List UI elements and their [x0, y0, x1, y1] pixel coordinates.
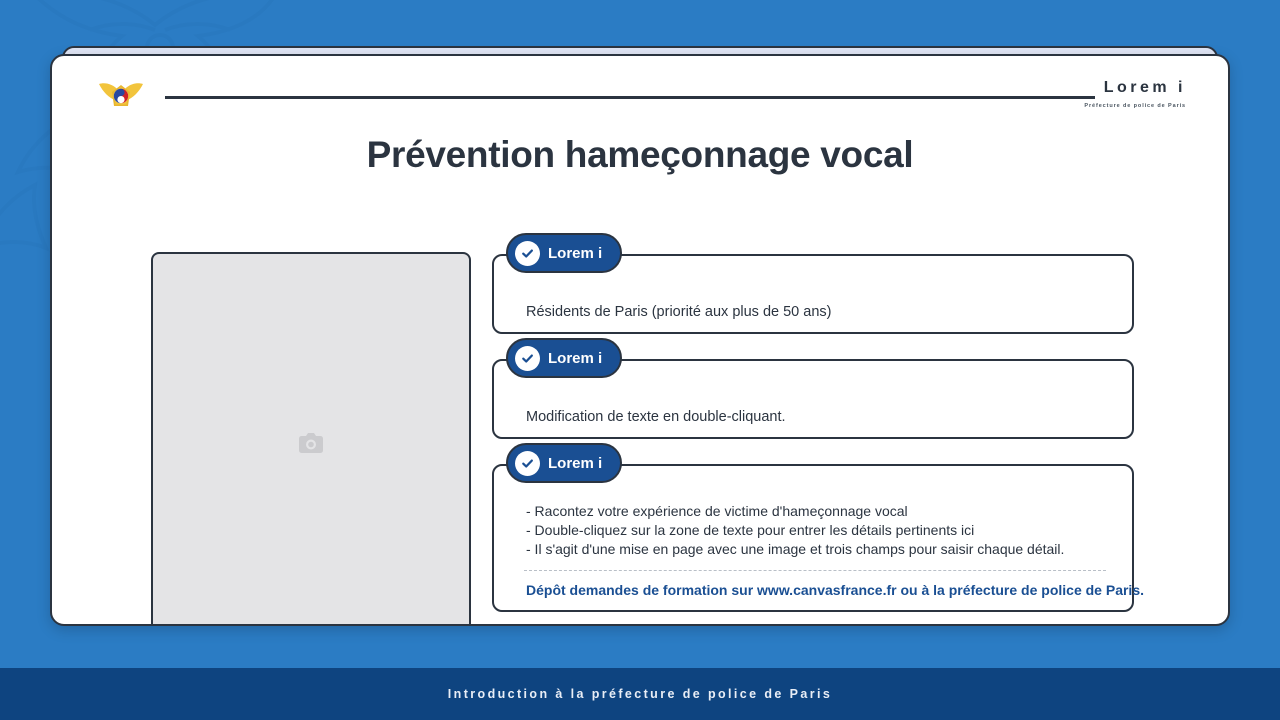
card-2-text: Modification de texte en double-cliquant.	[526, 409, 786, 425]
card-3-link-text[interactable]: Dépôt demandes de formation sur www.canvasfrance.fr ou à la préfecture de police de Paris.	[526, 582, 1144, 598]
photo-placeholder-icon	[298, 431, 324, 455]
card-3-bullet-list	[526, 502, 1108, 559]
header-brand-subtitle: Préfecture de police de Paris	[1084, 103, 1186, 109]
page-title: Prévention hameçonnage vocal	[366, 134, 914, 175]
footer-bar	[0, 668, 1280, 720]
card-3-line-2: - Double-cliquez sur la zone de texte pour entrer les détails pertinents ici	[526, 522, 975, 538]
card-3-line-3: - Il s'agit d'une mise en page avec une image et trois champs pour saisir chaque détail.	[526, 541, 1065, 557]
winged-taeguk-emblem-logo-icon	[97, 76, 145, 116]
card-1-badge[interactable]	[506, 233, 622, 273]
card-2-badge[interactable]	[506, 338, 622, 378]
card-3-badge[interactable]	[506, 443, 622, 483]
image-placeholder[interactable]	[151, 252, 471, 626]
slide-body	[52, 198, 1228, 626]
card-3-dashed-divider	[524, 570, 1106, 571]
check-circle-icon	[515, 241, 540, 266]
card-1-text: Résidents de Paris (priorité aux plus de 50 ans)	[526, 304, 832, 320]
check-circle-icon	[515, 451, 540, 476]
slide-card	[50, 54, 1230, 626]
info-card-2[interactable]	[492, 349, 1134, 439]
card-3-line-1: - Racontez votre expérience de victime d'hameçonnage vocal	[526, 503, 908, 519]
info-card-3[interactable]	[492, 454, 1144, 612]
header-brand-block	[1084, 78, 1186, 111]
footer-text: Introduction à la préfecture de police de Paris	[447, 687, 833, 701]
slide-header	[52, 56, 1228, 116]
info-cards-column	[492, 240, 1144, 612]
card-2-badge-label: Lorem i	[548, 349, 603, 367]
check-circle-icon	[515, 346, 540, 371]
header-brand-title: Lorem i	[1103, 79, 1186, 96]
header-divider-rule	[165, 96, 1095, 99]
card-3-badge-label: Lorem i	[548, 454, 603, 472]
info-card-1[interactable]	[492, 244, 1134, 334]
card-1-badge-label: Lorem i	[548, 244, 603, 262]
